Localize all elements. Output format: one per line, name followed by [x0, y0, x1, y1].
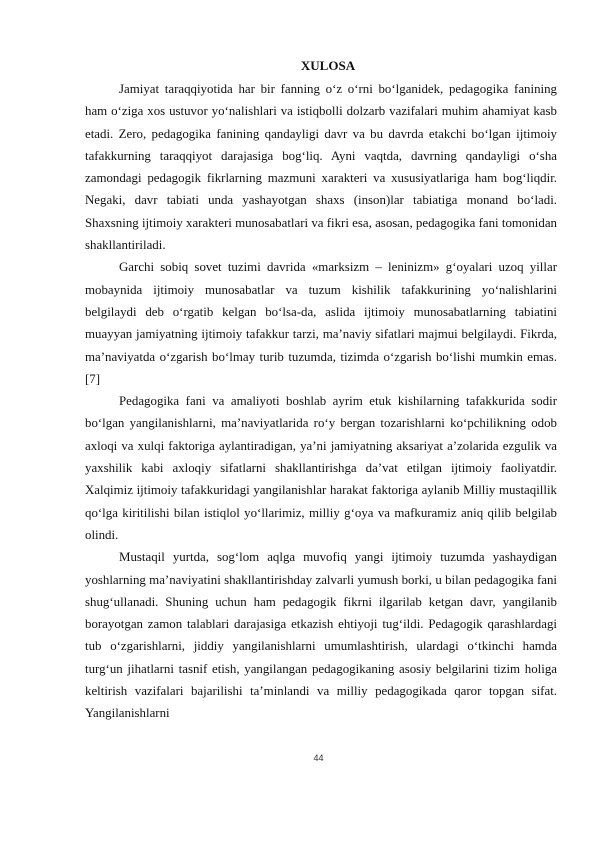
page-number: 44	[313, 753, 324, 763]
paragraph-4: Mustaqil yurtda, sog‘lom aqlga muvofiq yangi ijtimoiy tuzumda yashaydigan yoshlarning ma’naviyatini shakllantirishday zalvarli yumush borki, u bilan pedagogika fani shug‘ullanadi. Shuning uchun ham pedagogik fikrni ilgarilab ketgan davr, yangilanib borayotgan zamon talablari darajasiga etkazish ehtiyoji tug‘ildi. Pedagogik qarashlardagi tub o‘zgarishlarni, jiddiy yangilanishlarni umumlashtirish, ulardagi o‘tkinchi hamda turg‘un jihatlarni tasnif etish, yangilangan pedagogikaning asosiy belgilarini tizim holiga keltirish vazifalari bajarilishi ta’minlandi va milliy pedagogikada qaror topgan sifat. Yangilanishlarni	[85, 550, 557, 721]
paragraph-2: Garchi sobiq sovet tuzimi davrida «marksizm – leninizm» g‘oyalari uzoq yillar mobaynida ijtimoiy munosabatlar va tuzum kishilik tafakkurining yo‘nalishlarini belgilaydi deb o‘rgatib kelgan bo‘lsa-da, aslida ijtimoiy munosabatlarning tabiatini muayyan jamiyatning ijtimoiy tafakkur tarzi, ma’naviy sifatlari majmui belgilaydi. Fikrda, ma’naviyatda o‘zgarish bo‘lmay turib tuzumda, tizimda o‘zgarish bo‘lishi mumkin emas. [7]	[85, 260, 557, 386]
document-page	[85, 56, 557, 725]
paragraph-1: Jamiyat taraqqiyotida har bir fanning o‘z o‘rni bo‘lganidek, pedagogika fanining ham o‘ziga xos ustuvor yo‘nalishlari va istiqbolli dolzarb vazifalari muhim ahamiyat kasb etadi. Zero, pedagogika fanining qandayligi davr va bu davrda etakchi bo‘lgan ijtimoiy tafakkurning taraqqiyot darajasiga bog‘liq. Ayni vaqtda, davrning qandayligi o‘sha zamondagi pedagogik fikrlarning mazmuni xarakteri va xususiyatlariga ham bog‘liqdir. Negaki, davr tabiati unda yashayotgan shaxs (inson)lar tabiatiga monand bo‘ladi. Shaxsning ijtimoiy xarakteri munosabatlari va fikri esa, asosan, pedagogika fani tomonidan shakllantiriladi.	[85, 82, 557, 253]
paragraph-3: Pedagogika fani va amaliyoti boshlab ayrim etuk kishilarning tafakkurida sodir bo‘lgan yangilanishlarni, ma’naviyatlarida ro‘y bergan tozarishlarni ko‘pchilikning odob axloqi va xulqi faktoriga aylantiradigan, ya’ni jamiyatning aksariyat a’zolarida ezgulik va yaxshilik kabi axloqiy sifatlarni shakllantirishga da’vat etilgan ijtimoiy faoliyatdir. Xalqimiz ijtimoiy tafakkuridagi yangilanishlar harakat faktoriga aylanib Milliy mustaqillik qo‘lga kiritilishi bilan istiqlol yo‘llarimiz, milliy g‘oya va mafkuramiz aniq qilib belgilab olindi.	[85, 394, 557, 542]
page-title: XULOSA	[300, 58, 356, 73]
